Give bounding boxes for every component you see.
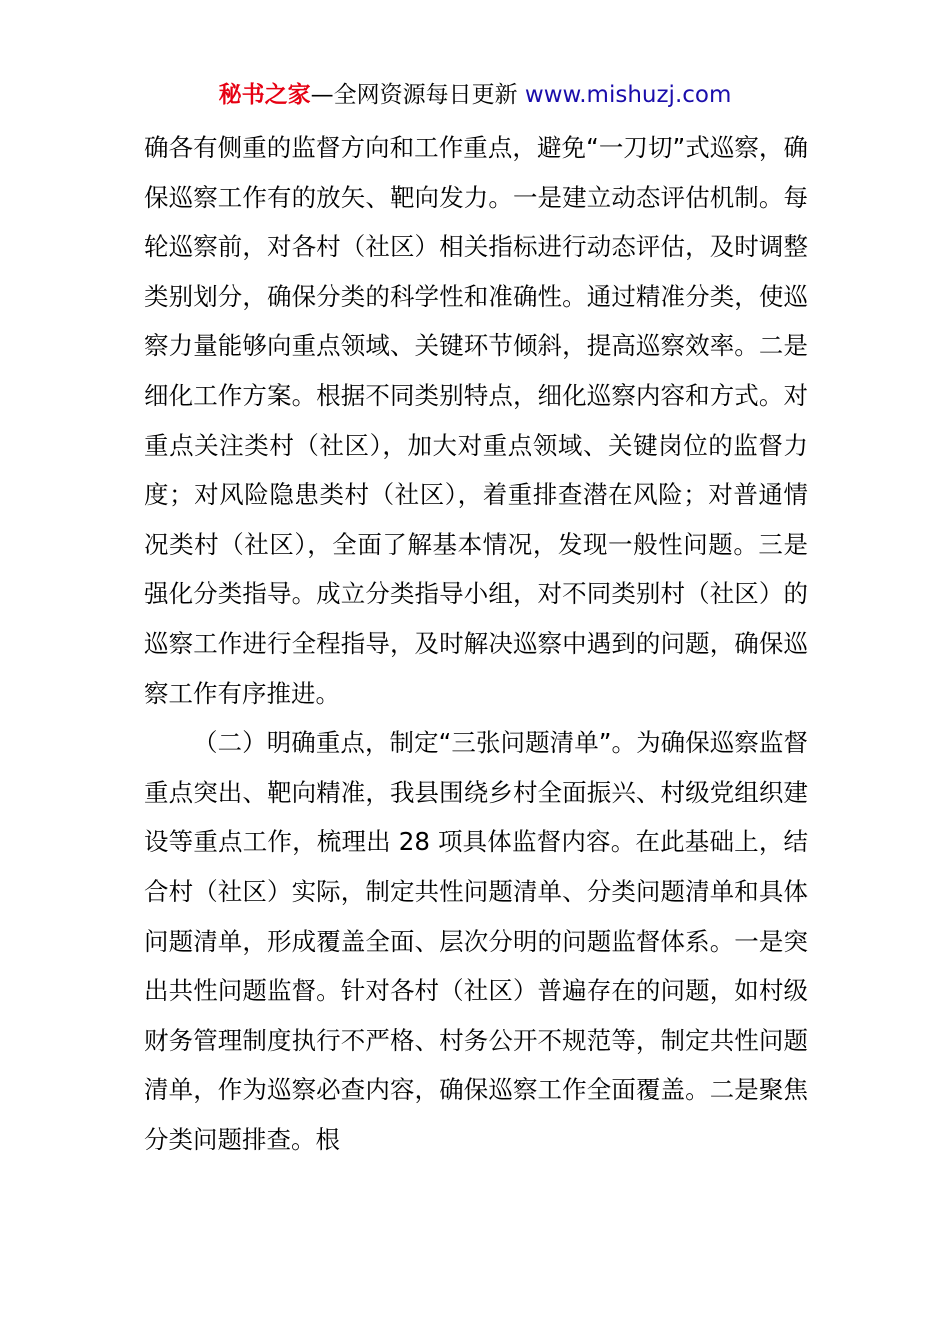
- body-paragraph-section-2: （二）明确重点，制定“三张问题清单”。为确保巡察监督重点突出、靶向精准，我县围绕乡村全面振兴、村级党组织建设等重点工作，梳理出 28 项具体监督内容。在此基础上，结合村（社区）实际，制定共性问题清单、分类问题清单和具体问题清单，形成覆盖全面、层次分明的问题监督体系。一是突出共性问题监督。针对各村（社区）普遍存在的问题，如村级财务管理制度执行不严格、村务公开不规范等，制定共性问题清单，作为巡察必查内容，确保巡察工作全面覆盖。二是聚焦分类问题排查。根: [144, 728, 808, 1154]
- document-body: [144, 123, 808, 1164]
- site-brand: 秘书之家: [218, 82, 311, 108]
- site-url-link[interactable]: www.mishuzj.com: [524, 82, 732, 108]
- site-slogan: —全网资源每日更新: [310, 82, 518, 108]
- site-header: [0, 80, 950, 110]
- body-paragraph-continued: 确各有侧重的监督方向和工作重点，避免“一刀切”式巡察，确保巡察工作有的放矢、靶向发力。一是建立动态评估机制。每轮巡察前，对各村（社区）相关指标进行动态评估，及时调整类别划分，确保分类的科学性和准确性。通过精准分类，使巡察力量能够向重点领域、关键环节倾斜，提高巡察效率。二是细化工作方案。根据不同类别特点，细化巡察内容和方式。对重点关注类村（社区），加大对重点领域、关键岗位的监督力度；对风险隐患类村（社区），着重排查潜在风险；对普通情况类村（社区），全面了解基本情况，发现一般性问题。三是强化分类指导。成立分类指导小组，对不同类别村（社区）的巡察工作进行全程指导，及时解决巡察中遇到的问题，确保巡察工作有序推进。: [144, 133, 808, 708]
